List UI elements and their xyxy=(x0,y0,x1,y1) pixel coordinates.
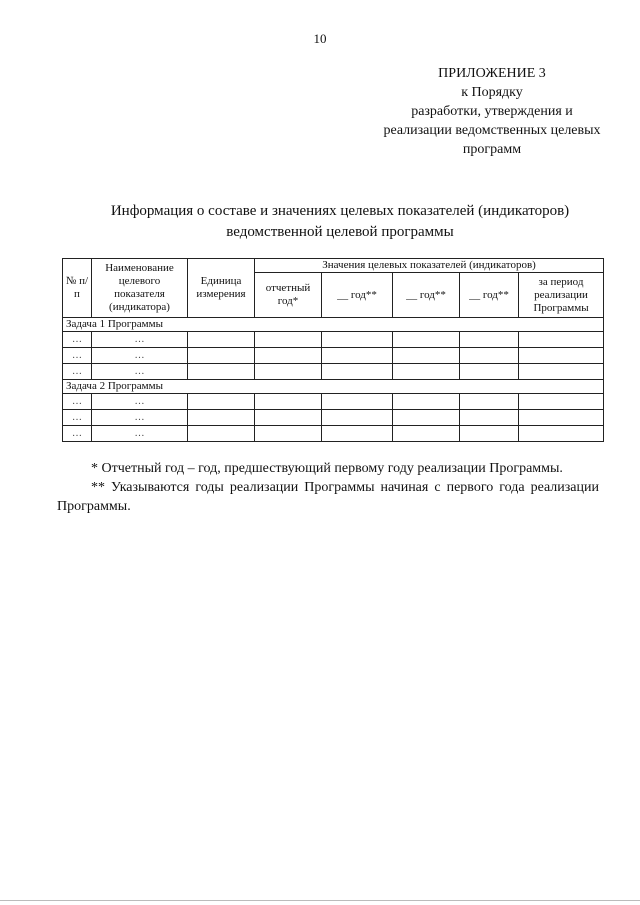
table-row xyxy=(63,332,604,348)
table-row xyxy=(63,394,604,410)
header-year-2: __ год** xyxy=(393,273,460,318)
document-title-line: Информация о составе и значениях целевых показателей (индикаторов) xyxy=(110,203,570,219)
header-unit: Единица измерения xyxy=(188,259,255,318)
page-number: 10 xyxy=(313,31,327,46)
table-cell: … xyxy=(63,364,92,380)
table-cell xyxy=(393,332,460,348)
table-cell xyxy=(188,410,255,426)
table-cell xyxy=(255,332,322,348)
table-cell xyxy=(322,364,393,380)
table-cell xyxy=(188,348,255,364)
appendix-line: разработки, утверждения и xyxy=(411,104,573,119)
table-cell xyxy=(393,426,460,442)
indicators-table xyxy=(62,258,604,442)
table-cell: … xyxy=(92,426,188,442)
table-cell xyxy=(188,332,255,348)
table-cell xyxy=(322,348,393,364)
header-report-year: отчетный год* xyxy=(255,273,322,318)
header-num: № п/п xyxy=(63,259,92,318)
appendix-line: реализации ведомственных целевых xyxy=(383,123,601,138)
document-title xyxy=(40,201,640,243)
table-cell xyxy=(322,410,393,426)
table-row xyxy=(63,426,604,442)
table-cell: … xyxy=(63,332,92,348)
group-row xyxy=(63,380,604,394)
header-year-1: __ год** xyxy=(322,273,393,318)
table-row xyxy=(63,410,604,426)
table-cell xyxy=(393,394,460,410)
table-cell xyxy=(255,364,322,380)
table-cell xyxy=(255,394,322,410)
table-row xyxy=(63,364,604,380)
appendix-title: ПРИЛОЖЕНИЕ 3 xyxy=(438,66,546,81)
table-cell: … xyxy=(63,394,92,410)
header-name: Наименование целевого показателя (индикатора) xyxy=(92,259,188,318)
table-cell: … xyxy=(92,364,188,380)
footnote-reporting-year: * Отчетный год – год, предшествующий первому году реализации Программы. xyxy=(91,461,563,476)
appendix-line: программ xyxy=(462,142,522,157)
table-cell xyxy=(519,394,604,410)
footnote-program-years: ** Указываются годы реализации Программы начиная с первого года реализации Программы. xyxy=(57,480,599,514)
table-cell: … xyxy=(92,410,188,426)
table-cell: … xyxy=(63,426,92,442)
table-cell: … xyxy=(92,332,188,348)
table-cell xyxy=(188,426,255,442)
table-cell xyxy=(519,426,604,442)
table-cell xyxy=(519,332,604,348)
header-period: за период реализации Программы xyxy=(519,273,604,318)
table-cell xyxy=(322,394,393,410)
group-label: Задача 1 Программы xyxy=(63,318,604,332)
table-cell xyxy=(460,426,519,442)
page-bottom-rule xyxy=(0,900,640,901)
header-values-group: Значения целевых показателей (индикаторов) xyxy=(255,259,604,273)
table-cell: … xyxy=(92,394,188,410)
table-cell xyxy=(460,410,519,426)
table-cell: … xyxy=(92,348,188,364)
group-row xyxy=(63,318,604,332)
table-cell xyxy=(188,394,255,410)
header-year-3: __ год** xyxy=(460,273,519,318)
table-cell xyxy=(393,348,460,364)
document-title-line: ведомственной целевой программы xyxy=(226,224,454,240)
appendix-line: к Порядку xyxy=(461,85,523,100)
table-row xyxy=(63,348,604,364)
table-cell xyxy=(460,348,519,364)
table-cell xyxy=(255,426,322,442)
group-label: Задача 2 Программы xyxy=(63,380,604,394)
table-cell xyxy=(322,332,393,348)
table-cell xyxy=(322,426,393,442)
table-cell xyxy=(188,364,255,380)
table-cell xyxy=(255,348,322,364)
table-cell xyxy=(393,364,460,380)
appendix-block xyxy=(372,64,612,159)
footnotes xyxy=(57,459,599,516)
table-cell xyxy=(519,410,604,426)
table-cell xyxy=(255,410,322,426)
table-cell xyxy=(519,364,604,380)
table-cell: … xyxy=(63,348,92,364)
table-cell xyxy=(393,410,460,426)
table-cell xyxy=(460,364,519,380)
table-cell xyxy=(519,348,604,364)
table-cell xyxy=(460,394,519,410)
table-cell: … xyxy=(63,410,92,426)
table-cell xyxy=(460,332,519,348)
